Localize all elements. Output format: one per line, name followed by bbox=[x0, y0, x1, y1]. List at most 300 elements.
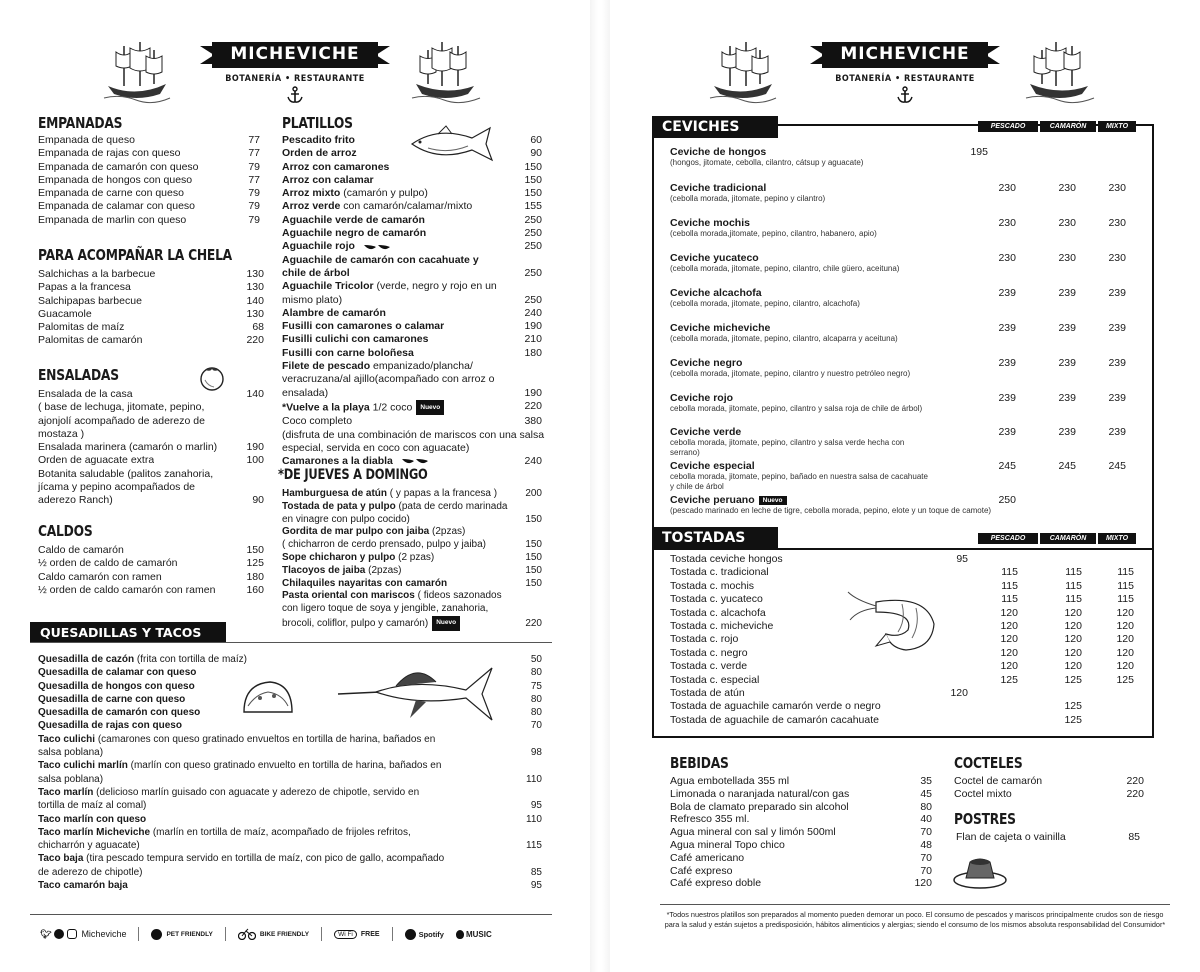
list-item bbox=[282, 539, 542, 552]
bicycle-icon bbox=[238, 928, 256, 940]
chili-pepper-icon bbox=[400, 456, 430, 466]
item-description: (marlín en tortilla de maíz, acompañado de frijoles refritos, chicharrón y aguacate) bbox=[38, 826, 411, 852]
item-name: Filete de pescado bbox=[282, 360, 371, 373]
empanadas-list bbox=[38, 134, 260, 227]
item-price: 150 bbox=[525, 513, 542, 525]
col-header-pescado: PESCADO bbox=[978, 533, 1038, 544]
item-price: 380 bbox=[524, 415, 542, 428]
list-item bbox=[38, 147, 260, 160]
brand-header bbox=[0, 36, 590, 116]
tostada-price: 120 bbox=[950, 687, 968, 699]
platillos-title: PLATILLOS bbox=[282, 114, 353, 132]
item-name: Quesadilla de hongos con queso bbox=[38, 680, 195, 692]
tostada-name: Tostada de atún bbox=[670, 687, 745, 699]
item-price: 220 bbox=[525, 618, 542, 630]
item-price: 239 bbox=[1108, 392, 1126, 404]
tostada-price: 120 bbox=[1000, 620, 1018, 632]
list-item bbox=[282, 578, 542, 591]
item-price: 239 bbox=[1108, 322, 1126, 334]
list-item bbox=[38, 653, 542, 666]
tostada-price: 115 bbox=[1065, 579, 1082, 592]
item-name: Aguachile rojo bbox=[282, 240, 355, 253]
item-price: 110 bbox=[526, 813, 542, 825]
item-name: Bola de clamato preparado sin alcohol bbox=[670, 800, 849, 813]
item-name: ½ orden de caldo camarón con ramen bbox=[38, 583, 216, 596]
col-header-pescado: PESCADO bbox=[978, 121, 1038, 132]
item-name: Empanada de carne con queso bbox=[38, 187, 184, 200]
list-item bbox=[38, 295, 264, 308]
tostada-price: 120 bbox=[1116, 620, 1134, 632]
item-price: 150 bbox=[525, 564, 542, 576]
list-item bbox=[38, 826, 542, 853]
item-name: Aguachile verde de camarón bbox=[282, 213, 425, 226]
list-item bbox=[670, 788, 932, 801]
item-price: 95 bbox=[530, 880, 542, 892]
item-price: 140 bbox=[246, 294, 264, 307]
item-price: 79 bbox=[248, 213, 260, 226]
tostada-name: Tostada c. alcachofa bbox=[670, 606, 766, 619]
item-price: 239 bbox=[998, 322, 1016, 334]
item-price: 79 bbox=[248, 187, 260, 200]
item-name: ½ orden de caldo de camarón bbox=[38, 557, 178, 570]
item-name: Orden de aguacate extra bbox=[38, 454, 155, 467]
item-name: Papas a la francesa bbox=[38, 281, 131, 294]
item-price: 250 bbox=[998, 494, 1016, 506]
item-description: (cebolla morada, jitomate, pepino y cilantro) bbox=[670, 194, 826, 203]
item-price: 120 bbox=[914, 877, 932, 890]
nuevo-badge: Nuevo bbox=[432, 616, 460, 631]
item-description: ( chicharron de cerdo prensado, pulpo y jaiba) bbox=[282, 539, 487, 551]
tostada-name: Tostada c. verde bbox=[670, 660, 748, 673]
tostada-price: 120 bbox=[1064, 620, 1082, 632]
item-name: Pasta oriental con mariscos bbox=[282, 590, 415, 602]
item-name: Agua embotellada 355 ml bbox=[670, 775, 790, 787]
tostada-name: Tostada c. micheviche bbox=[670, 620, 774, 632]
list-item bbox=[38, 321, 264, 334]
item-name: Arroz con calamar bbox=[282, 173, 374, 186]
item-price: 160 bbox=[246, 583, 264, 596]
tostada-name: Tostada ceviche hongos bbox=[670, 553, 783, 565]
item-price: 245 bbox=[1058, 460, 1076, 472]
ensaladas-list bbox=[38, 388, 264, 508]
item-description: (pescado marinado en leche de tigre, cebolla morada, pepino, elote y un toque de camote) bbox=[670, 506, 992, 515]
item-price: 35 bbox=[920, 775, 932, 787]
anchor-icon bbox=[896, 86, 914, 104]
item-description: (cebolla morada, jitomate, pepino, cilantro, alcachofa) bbox=[670, 299, 860, 308]
item-name: Camarones a la diabla bbox=[282, 455, 393, 468]
footer bbox=[40, 926, 552, 942]
tostada-price: 120 bbox=[1064, 606, 1082, 619]
item-name: Ceviche micheviche bbox=[670, 322, 771, 334]
list-item bbox=[282, 526, 542, 539]
item-price: 130 bbox=[246, 268, 264, 280]
item-price: 239 bbox=[998, 357, 1016, 369]
item-name: Ceviche de hongos bbox=[670, 146, 767, 158]
item-price: 50 bbox=[530, 654, 542, 665]
item-price: 90 bbox=[252, 494, 264, 507]
list-item bbox=[954, 788, 1144, 801]
item-price: 220 bbox=[1126, 775, 1144, 787]
item-name: Ceviche verde bbox=[670, 426, 742, 438]
galleon-ship-icon bbox=[1024, 36, 1096, 108]
list-item bbox=[38, 813, 542, 826]
list-item bbox=[670, 865, 932, 878]
item-name: Sope chicharon y pulpo bbox=[282, 551, 396, 563]
platillos-list bbox=[282, 134, 545, 468]
col-header-mixto: MIXTO bbox=[1098, 121, 1136, 132]
tostada-price: 115 bbox=[1117, 579, 1134, 592]
item-name: Flan de cajeta o vainilla bbox=[956, 831, 1066, 843]
item-description: (camarón y pulpo) bbox=[340, 187, 428, 200]
item-name: *Vuelve a la playa bbox=[282, 401, 370, 414]
item-price: 190 bbox=[524, 320, 542, 333]
item-description: (frita con tortilla de maíz) bbox=[134, 654, 247, 665]
item-name: Empanada de queso bbox=[38, 134, 135, 146]
item-price: 70 bbox=[920, 851, 932, 864]
item-price: 220 bbox=[246, 334, 264, 347]
instagram-icon[interactable] bbox=[67, 929, 77, 939]
item-name: Hamburguesa de atún bbox=[282, 488, 388, 499]
item-description: cebolla morada, jitomate, pepino, bañado en nuestra salsa de cacahuate y chile de árbol bbox=[670, 472, 928, 491]
item-name: Caldo camarón con ramen bbox=[38, 570, 162, 583]
item-name: Empanada de rajas con queso bbox=[38, 147, 181, 160]
twitter-icon[interactable]: 🐦︎ bbox=[40, 928, 52, 939]
item-name: Taco camarón baja bbox=[38, 880, 128, 892]
list-item bbox=[38, 706, 542, 719]
item-name: Agua mineral Topo chico bbox=[670, 838, 785, 851]
item-name: Aguachile de camarón con cacahuate y chile de árbol bbox=[282, 253, 479, 279]
list-item bbox=[282, 307, 542, 320]
item-name: Quesadilla de camarón con queso bbox=[38, 707, 201, 719]
facebook-icon[interactable] bbox=[54, 929, 64, 939]
tostada-name: Tostada c. tradicional bbox=[670, 566, 769, 579]
tostada-price: 120 bbox=[1064, 633, 1082, 646]
item-price: 155 bbox=[524, 200, 542, 213]
chili-pepper-icon bbox=[362, 242, 392, 252]
item-price: 115 bbox=[526, 840, 542, 852]
item-price: 239 bbox=[1058, 287, 1076, 299]
ensaladas-title: ENSALADAS bbox=[38, 366, 119, 384]
anchor-icon bbox=[286, 86, 304, 104]
music-label: MUSIC bbox=[465, 929, 492, 939]
item-name: Quesadilla de carne con queso bbox=[38, 693, 186, 705]
item-price: 220 bbox=[524, 399, 542, 412]
item-name: Botanita saludable (palitos zanahoria, jícama y pepino acompañados de aderezo Ranch) bbox=[38, 467, 214, 507]
item-price: 85 bbox=[1128, 831, 1140, 843]
brand-name: MICHEVICHE bbox=[230, 44, 360, 64]
list-item bbox=[282, 501, 542, 527]
list-item bbox=[38, 852, 542, 879]
item-name: Aguachile negro de camarón bbox=[282, 227, 427, 240]
item-price: 95 bbox=[530, 800, 542, 812]
item-name: Ceviche tradicional bbox=[670, 182, 767, 194]
item-name: Taco marlín bbox=[38, 786, 94, 798]
social-handle: Micheviche bbox=[81, 929, 127, 939]
list-item bbox=[282, 565, 542, 578]
item-price: 230 bbox=[1058, 252, 1076, 264]
item-price: 150 bbox=[525, 551, 542, 563]
item-price: 60 bbox=[530, 134, 542, 146]
tostada-name: Tostada c. mochis bbox=[670, 579, 755, 592]
list-item bbox=[38, 544, 264, 557]
item-price: 180 bbox=[524, 346, 542, 359]
divider bbox=[138, 927, 139, 941]
item-name: Ceviche peruano bbox=[670, 494, 755, 506]
item-price: 77 bbox=[248, 147, 260, 160]
item-description: 1/2 coco bbox=[369, 401, 413, 414]
list-item bbox=[282, 254, 542, 281]
divider bbox=[321, 927, 322, 941]
item-price: 210 bbox=[524, 333, 542, 346]
item-price: 150 bbox=[524, 160, 542, 173]
item-description: (cebolla morada, jitomate, pepino, cilantro, alcaparra y aceituna) bbox=[670, 334, 898, 343]
item-price: 100 bbox=[246, 454, 264, 467]
item-price: 250 bbox=[524, 240, 542, 253]
list-item bbox=[670, 494, 1160, 516]
brand-subtitle: BOTANERÍA • RESTAURANTE bbox=[225, 74, 365, 84]
chela-list bbox=[38, 268, 264, 348]
item-price: 150 bbox=[525, 539, 542, 551]
item-name: Ceviche especial bbox=[670, 460, 755, 472]
tostada-price: 120 bbox=[1116, 646, 1134, 659]
item-name: Tostada de pata y pulpo bbox=[282, 500, 396, 512]
quesadillas-title: QUESADILLAS Y TACOS bbox=[30, 622, 226, 642]
item-price: 245 bbox=[998, 460, 1016, 472]
list-item bbox=[670, 852, 932, 865]
item-price: 239 bbox=[1058, 322, 1076, 334]
list-item bbox=[38, 214, 260, 227]
pet-friendly-label: PET FRIENDLY bbox=[166, 930, 213, 938]
list-item bbox=[38, 468, 264, 508]
tostada-price: 115 bbox=[1117, 566, 1134, 579]
item-name: Tlacoyos de jaiba bbox=[282, 564, 366, 576]
list-item bbox=[954, 775, 1144, 788]
list-item bbox=[282, 488, 542, 501]
item-price: 77 bbox=[248, 173, 260, 186]
item-name: Quesadilla de cazón bbox=[38, 654, 135, 665]
list-item bbox=[282, 360, 542, 400]
item-price: 130 bbox=[246, 307, 264, 320]
item-name: Coco completo bbox=[282, 415, 353, 428]
item-price: 150 bbox=[246, 544, 264, 556]
tostada-price: 120 bbox=[1000, 633, 1018, 646]
item-name: Refresco 355 ml. bbox=[670, 813, 750, 826]
item-description: empanizado/plancha/ veracruzana/al ajillo(acompañado con arroz o ensalada) bbox=[282, 360, 495, 399]
item-description: (marlín con queso gratinado envuelto en tortilla de harina, bañados en salsa poblana) bbox=[38, 760, 442, 785]
shrimp-icon bbox=[846, 590, 942, 656]
item-name: Arroz con camarones bbox=[282, 160, 390, 173]
tostada-price: 120 bbox=[1000, 646, 1018, 659]
wifi-icon: Wi Fi bbox=[334, 930, 357, 939]
caldos-list bbox=[38, 544, 264, 597]
item-name: Ceviche mochis bbox=[670, 217, 750, 229]
list-item bbox=[38, 281, 264, 294]
item-price: 150 bbox=[524, 187, 542, 200]
list-item bbox=[282, 227, 542, 240]
item-description: (tira pescado tempura servido en tortilla de maíz, con pico de gallo, acompañado de aderezo de chipotle) bbox=[38, 853, 445, 878]
item-name: Ensalada de la casa bbox=[38, 388, 133, 400]
list-item bbox=[670, 813, 932, 826]
item-price: 240 bbox=[524, 455, 542, 468]
tostada-price: 120 bbox=[1000, 606, 1018, 619]
tostada-price: 95 bbox=[956, 553, 968, 565]
item-name: Guacamole bbox=[38, 307, 92, 320]
item-name: Quesadilla de rajas con queso bbox=[38, 720, 182, 732]
item-description: (disfruta de una combinación de mariscos con una salsa especial, servida en coco con aguacate) bbox=[282, 428, 545, 454]
item-name: Ceviche negro bbox=[670, 357, 743, 369]
item-price: 250 bbox=[524, 213, 542, 226]
item-price: 240 bbox=[524, 306, 542, 319]
list-item bbox=[38, 759, 542, 786]
item-name: Empanada de calamar con queso bbox=[38, 200, 196, 213]
caldos-title: CALDOS bbox=[38, 522, 93, 540]
item-price: 40 bbox=[920, 813, 932, 826]
list-item bbox=[282, 161, 542, 174]
brand-subtitle: BOTANERÍA • RESTAURANTE bbox=[835, 74, 975, 84]
list-item bbox=[670, 826, 932, 839]
item-price: 250 bbox=[524, 227, 542, 240]
apple-icon bbox=[456, 930, 464, 939]
item-description: cebolla morada, jitomate, pepino, cilantro y salsa verde hecha con serrano) bbox=[670, 438, 905, 457]
item-description: (cebolla morada, jitomate, pepino, cilantro y nuestro petróleo negro) bbox=[670, 369, 911, 378]
item-price: 70 bbox=[920, 864, 932, 877]
list-item bbox=[670, 146, 1160, 168]
item-price: 80 bbox=[920, 800, 932, 813]
bebidas-list bbox=[670, 775, 932, 890]
item-price: 45 bbox=[920, 787, 932, 800]
list-item bbox=[38, 733, 542, 760]
item-price: 80 bbox=[530, 707, 542, 719]
item-price: 230 bbox=[1108, 217, 1126, 229]
item-name: Ceviche yucateco bbox=[670, 252, 759, 264]
item-name: Aguachile Tricolor bbox=[282, 280, 374, 293]
spotify-icon bbox=[405, 929, 416, 940]
item-price: 190 bbox=[246, 441, 264, 454]
item-name: Salchipapas barbecue bbox=[38, 294, 142, 307]
item-name: Taco culichi marlín bbox=[38, 760, 128, 772]
item-name: Coctel mixto bbox=[954, 788, 1012, 801]
list-item bbox=[282, 333, 542, 346]
list-item bbox=[670, 775, 932, 788]
nuevo-badge: Nuevo bbox=[759, 496, 787, 505]
item-description: ( base de lechuga, jitomate, pepino, ajonjolí acompañado de aderezo de mostaza ) bbox=[38, 401, 205, 440]
item-description: ( fideos sazonados con ligero toque de soya y jengible, zanahoria, brocoli, coliflor, pulpo y camarón) bbox=[282, 590, 502, 630]
item-price: 125 bbox=[246, 557, 264, 570]
col-header-camaron: CAMARÓN bbox=[1040, 533, 1096, 544]
item-name: Agua mineral con sal y limón 500ml bbox=[670, 826, 836, 839]
divider bbox=[660, 904, 1170, 905]
item-name: Taco baja bbox=[38, 853, 84, 865]
item-name: Arroz verde bbox=[282, 200, 341, 213]
postres-title: POSTRES bbox=[954, 810, 1016, 828]
item-name: Gordita de mar pulpo con jaiba bbox=[282, 526, 430, 538]
item-price: 230 bbox=[1108, 182, 1126, 194]
item-price: 230 bbox=[1058, 217, 1076, 229]
list-item bbox=[38, 693, 542, 706]
item-price: 80 bbox=[530, 693, 542, 705]
item-price: 245 bbox=[1108, 460, 1126, 472]
item-price: 180 bbox=[246, 570, 264, 583]
list-item bbox=[38, 187, 260, 200]
item-price: 190 bbox=[524, 386, 542, 399]
list-item bbox=[38, 571, 264, 584]
item-price: 250 bbox=[524, 266, 542, 279]
wifi-free-label: FREE bbox=[360, 930, 380, 938]
page-gutter bbox=[590, 0, 610, 972]
tostada-name: Tostada c. especial bbox=[670, 673, 760, 686]
tostada-price: 115 bbox=[1001, 579, 1018, 592]
list-item bbox=[38, 441, 264, 454]
item-name: Alambre de camarón bbox=[282, 306, 386, 319]
jueves-list bbox=[282, 488, 542, 631]
item-name: Ceviche rojo bbox=[670, 392, 734, 404]
spotify-label: Spotify bbox=[418, 929, 444, 939]
list-item bbox=[38, 719, 542, 732]
tostada-name: Tostada c. yucateco bbox=[670, 593, 763, 606]
item-price: 239 bbox=[1058, 426, 1076, 438]
tostada-price: 120 bbox=[1064, 646, 1082, 659]
list-item bbox=[38, 161, 260, 174]
list-item bbox=[670, 839, 932, 852]
tostada-price: 125 bbox=[1116, 673, 1134, 686]
divider bbox=[30, 642, 552, 643]
tostada-price: 125 bbox=[1000, 673, 1018, 686]
item-description: cebolla morada, jitomate, pepino, cilantro y salsa roja de chile de árbol) bbox=[670, 404, 923, 413]
item-description: con camarón/calamar/mixto bbox=[340, 200, 473, 213]
list-item bbox=[38, 268, 264, 281]
tostada-price: 115 bbox=[1001, 593, 1018, 606]
item-price: 239 bbox=[1058, 357, 1076, 369]
bebidas-title: BEBIDAS bbox=[670, 754, 729, 772]
list-item bbox=[38, 134, 260, 147]
list-item bbox=[282, 400, 542, 415]
col-header-mixto: MIXTO bbox=[1098, 533, 1136, 544]
item-name: Café expreso bbox=[670, 864, 733, 877]
item-name: Ceviche alcachofa bbox=[670, 287, 762, 299]
tostada-name: Tostada de aguachile camarón verde o negro bbox=[670, 700, 881, 713]
list-item bbox=[282, 187, 542, 200]
galleon-ship-icon bbox=[410, 36, 482, 108]
item-price: 239 bbox=[998, 426, 1016, 438]
divider bbox=[30, 914, 552, 915]
item-price: 250 bbox=[524, 293, 542, 306]
item-price: 150 bbox=[525, 577, 542, 589]
divider bbox=[225, 927, 226, 941]
list-item bbox=[282, 174, 542, 187]
item-price: 85 bbox=[530, 866, 542, 878]
item-name: Salchichas a la barbecue bbox=[38, 268, 156, 280]
item-price: 140 bbox=[246, 388, 264, 400]
item-price: 239 bbox=[1108, 426, 1126, 438]
item-price: 80 bbox=[530, 667, 542, 679]
item-price: 230 bbox=[1058, 182, 1076, 194]
divider bbox=[392, 927, 393, 941]
quesadillas-list bbox=[38, 653, 542, 892]
list-item bbox=[38, 200, 260, 213]
item-price: 77 bbox=[248, 134, 260, 146]
item-name: Ensalada marinera (camarón o marlin) bbox=[38, 441, 218, 454]
tostada-price: 120 bbox=[1116, 660, 1134, 673]
list-item bbox=[38, 308, 264, 321]
ceviches-title: CEVICHES bbox=[652, 116, 778, 138]
item-description: (hongos, jitomate, cebolla, cilantro, cátsup y aguacate) bbox=[670, 158, 864, 167]
item-name: Fusilli con carne boloñesa bbox=[282, 346, 414, 359]
list-item bbox=[38, 174, 260, 187]
list-item bbox=[38, 334, 264, 347]
tostada-price: 120 bbox=[1000, 660, 1018, 673]
galleon-ship-icon bbox=[100, 36, 172, 108]
item-name: Taco culichi bbox=[38, 733, 96, 745]
